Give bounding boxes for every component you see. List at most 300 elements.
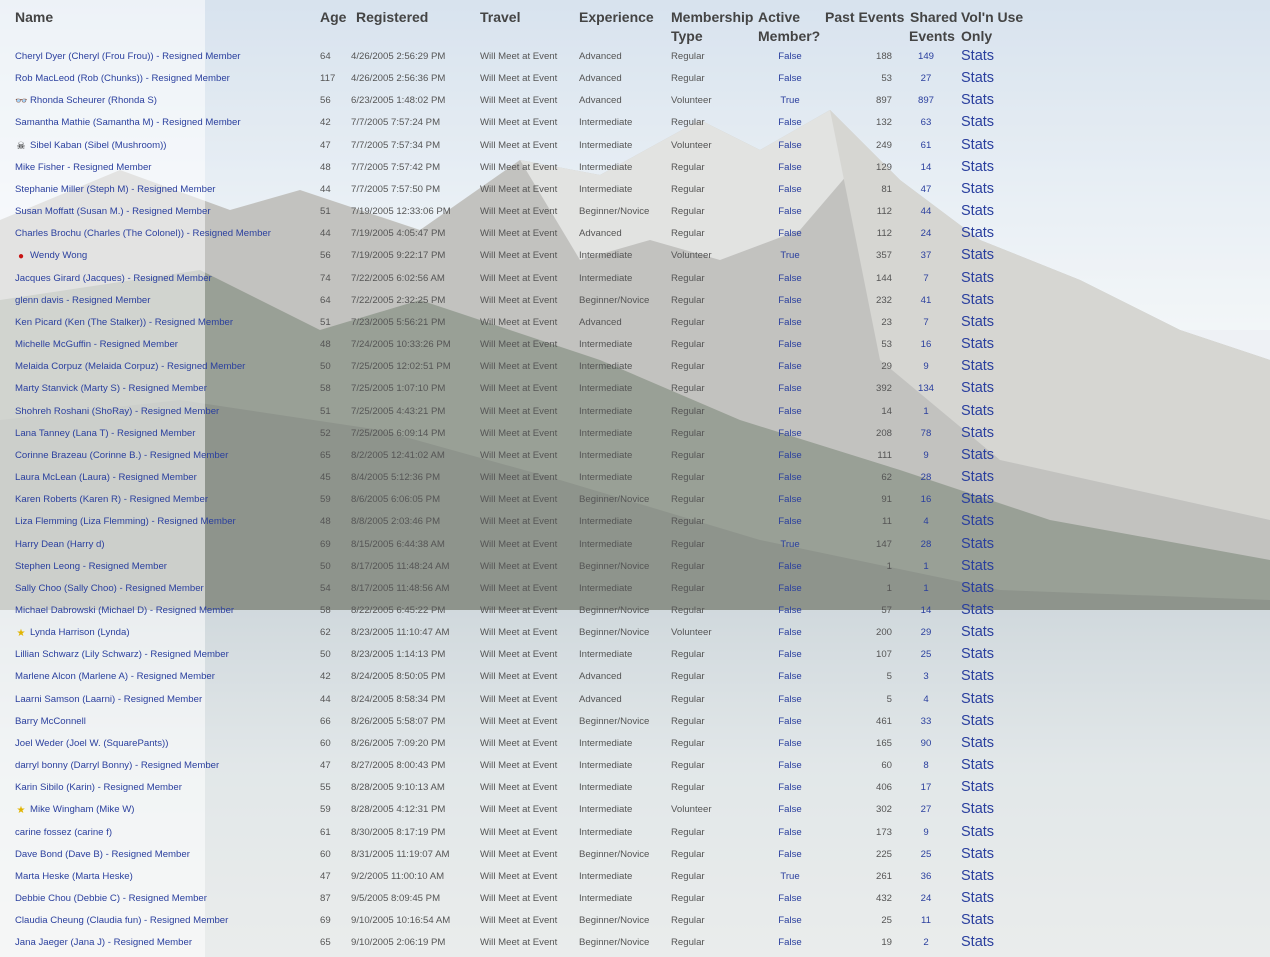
past-events-count: 29 <box>881 361 892 373</box>
member-name-link[interactable] <box>15 871 133 883</box>
travel-option: Will Meet at Event <box>480 339 558 351</box>
past-events-count: 144 <box>875 272 892 284</box>
member-name-link[interactable] <box>15 516 236 528</box>
member-name-link[interactable] <box>15 782 182 794</box>
active-member-link[interactable]: False <box>778 405 802 417</box>
shared-events-link[interactable]: 17 <box>920 782 932 794</box>
experience-level: Advanced <box>579 316 622 328</box>
active-member-link[interactable]: False <box>778 183 802 195</box>
experience-level: Beginner/Novice <box>579 206 650 218</box>
shared-events-link[interactable]: 14 <box>920 161 932 173</box>
member-name-link[interactable] <box>15 317 233 329</box>
member-name-link[interactable] <box>15 450 228 462</box>
shared-events-link[interactable]: 4 <box>923 516 929 528</box>
shared-events-link[interactable]: 78 <box>920 427 932 439</box>
shared-events-link[interactable]: 9 <box>923 449 929 461</box>
active-member-link[interactable]: False <box>778 339 802 351</box>
stats-link[interactable]: Stats <box>961 801 995 818</box>
travel-option: Will Meet at Event <box>480 183 558 195</box>
shared-events-link[interactable]: 90 <box>920 737 932 749</box>
active-member-link[interactable]: False <box>778 693 802 705</box>
member-name-link[interactable] <box>15 649 229 661</box>
stats-link[interactable]: Stats <box>961 823 995 840</box>
shared-events-link[interactable]: 16 <box>920 494 932 506</box>
past-events-count: 19 <box>881 937 892 949</box>
active-member-link[interactable]: False <box>778 826 802 838</box>
active-member-link[interactable]: False <box>778 494 802 506</box>
shared-events-link[interactable]: 149 <box>917 51 934 62</box>
member-name-text: Rhonda Scheurer (Rhonda S) <box>30 95 157 107</box>
header-past-events[interactable]: Past Events <box>825 9 905 25</box>
membership-type: Regular <box>671 893 705 905</box>
member-name-link[interactable] <box>15 671 215 683</box>
stats-link[interactable]: Stats <box>961 646 995 663</box>
shared-events-link[interactable]: 9 <box>923 826 929 838</box>
member-age: 74 <box>320 272 331 284</box>
registered-date: 7/19/2005 4:05:47 PM <box>351 228 446 240</box>
active-member-link[interactable]: False <box>778 427 802 439</box>
active-member-link[interactable]: False <box>778 627 802 639</box>
active-member-link[interactable]: False <box>778 782 802 794</box>
member-name-link[interactable] <box>15 738 168 750</box>
member-age: 60 <box>320 848 331 860</box>
member-name-link[interactable] <box>15 250 87 262</box>
member-name-link[interactable] <box>15 73 230 85</box>
header-shared[interactable]: Shared <box>910 9 958 25</box>
active-member-link[interactable]: False <box>778 472 802 484</box>
active-member-link[interactable]: False <box>778 605 802 616</box>
stats-link[interactable]: Stats <box>961 446 995 463</box>
stats-link[interactable]: Stats <box>961 668 995 685</box>
member-age: 59 <box>320 804 331 816</box>
travel-option: Will Meet at Event <box>480 73 558 85</box>
member-name-link[interactable] <box>15 383 207 395</box>
past-events-count: 461 <box>875 715 892 727</box>
active-member-link[interactable]: False <box>778 848 802 860</box>
table-row <box>0 423 1040 445</box>
registered-date: 9/5/2005 8:09:45 PM <box>351 893 441 905</box>
shared-events-link[interactable]: 47 <box>920 183 932 195</box>
registered-date: 9/10/2005 2:06:19 PM <box>351 937 446 949</box>
table-row <box>0 822 1040 844</box>
shared-events-link[interactable]: 28 <box>920 538 932 550</box>
member-age: 56 <box>320 95 331 107</box>
header-experience[interactable]: Experience <box>579 9 654 25</box>
membership-type: Volunteer <box>671 250 712 262</box>
stats-link[interactable]: Stats <box>961 180 995 197</box>
shared-events-link[interactable]: 37 <box>920 250 932 262</box>
registered-date: 4/26/2005 2:56:29 PM <box>351 51 446 62</box>
active-member-link[interactable]: True <box>780 538 800 550</box>
stats-link[interactable]: Stats <box>961 424 995 441</box>
active-member-link[interactable]: False <box>778 51 802 62</box>
active-member-link[interactable]: False <box>778 73 802 85</box>
table-row <box>0 112 1040 134</box>
stats-link[interactable]: Stats <box>961 557 995 574</box>
member-name-text: Sally Choo (Sally Choo) - Resigned Member <box>15 582 204 594</box>
travel-option: Will Meet at Event <box>480 161 558 173</box>
table-row <box>0 622 1040 644</box>
table-row <box>0 511 1040 533</box>
member-name-link[interactable] <box>15 760 219 772</box>
stats-link[interactable]: Stats <box>961 358 995 375</box>
stats-link[interactable]: Stats <box>961 624 995 641</box>
stats-link[interactable]: Stats <box>961 535 995 552</box>
membership-type: Regular <box>671 848 705 860</box>
shared-events-link[interactable]: 44 <box>920 206 932 218</box>
member-name-link[interactable] <box>15 893 207 905</box>
member-age: 47 <box>320 139 331 151</box>
shared-events-link[interactable]: 134 <box>917 383 934 395</box>
active-member-link[interactable]: False <box>778 893 802 905</box>
member-name-link[interactable] <box>15 361 245 373</box>
registered-date: 8/23/2005 11:10:47 AM <box>351 627 450 639</box>
experience-level: Advanced <box>579 95 622 107</box>
stats-link[interactable]: Stats <box>961 402 995 419</box>
active-member-link[interactable]: False <box>778 937 802 949</box>
active-member-link[interactable]: False <box>778 671 802 683</box>
member-name-link[interactable] <box>15 140 167 152</box>
member-name-link[interactable] <box>15 539 105 551</box>
header-voln[interactable]: Vol'n Use <box>961 9 1024 25</box>
member-name-link[interactable] <box>15 406 219 418</box>
member-name-link[interactable] <box>15 583 204 595</box>
member-name-link[interactable] <box>15 339 178 351</box>
shared-events-link[interactable]: 36 <box>920 870 932 882</box>
member-name-link[interactable] <box>15 716 86 728</box>
travel-option: Will Meet at Event <box>480 405 558 417</box>
registered-date: 7/7/2005 7:57:24 PM <box>351 117 441 129</box>
member-name-link[interactable] <box>15 295 150 307</box>
member-name-text: Karen Roberts (Karen R) - Resigned Member <box>15 494 209 506</box>
shared-events-link[interactable]: 33 <box>920 715 932 727</box>
member-name-link[interactable] <box>15 273 212 285</box>
active-member-link[interactable]: False <box>778 915 802 927</box>
shared-events-link[interactable]: 2 <box>923 937 929 949</box>
stats-link[interactable]: Stats <box>961 92 995 109</box>
travel-option: Will Meet at Event <box>480 804 558 816</box>
stats-link[interactable]: Stats <box>961 934 995 951</box>
header-shared-line2: Events <box>909 28 955 44</box>
membership-type: Regular <box>671 605 705 616</box>
membership-type: Regular <box>671 272 705 284</box>
shared-events-link[interactable]: 1 <box>923 560 929 572</box>
active-member-link[interactable]: True <box>780 250 800 262</box>
skull-icon: ☠ <box>16 140 26 152</box>
header-age[interactable]: Age <box>320 9 347 25</box>
member-age: 45 <box>320 472 331 484</box>
table-row <box>0 312 1040 334</box>
header-active[interactable]: Active <box>758 9 801 25</box>
shared-events-link[interactable]: 1 <box>923 405 929 417</box>
active-member-link[interactable]: False <box>778 206 802 218</box>
travel-option: Will Meet at Event <box>480 117 558 129</box>
member-age: 50 <box>320 560 331 572</box>
active-member-link[interactable]: False <box>778 737 802 749</box>
active-member-link[interactable]: False <box>778 117 802 129</box>
experience-level: Intermediate <box>579 139 633 151</box>
experience-level: Intermediate <box>579 361 633 373</box>
shared-events-link[interactable]: 41 <box>920 294 932 306</box>
past-events-count: 129 <box>875 161 892 173</box>
travel-option: Will Meet at Event <box>480 95 558 107</box>
shared-events-link[interactable]: 8 <box>923 760 929 772</box>
stats-link[interactable]: Stats <box>961 690 995 707</box>
active-member-link[interactable]: True <box>780 95 800 107</box>
travel-option: Will Meet at Event <box>480 294 558 306</box>
shared-events-link[interactable]: 11 <box>921 915 931 927</box>
past-events-count: 392 <box>875 383 892 395</box>
table-row <box>0 268 1040 290</box>
stats-link[interactable]: Stats <box>961 336 995 353</box>
membership-type: Regular <box>671 117 705 129</box>
active-member-link[interactable]: False <box>778 760 802 772</box>
table-row <box>0 844 1040 866</box>
stats-link[interactable]: Stats <box>961 269 995 286</box>
member-name-text: Michael Dabrowski (Michael D) - Resigned Member <box>15 605 235 616</box>
past-events-count: 57 <box>881 605 892 616</box>
experience-level: Intermediate <box>579 272 633 284</box>
registered-date: 8/26/2005 5:58:07 PM <box>351 715 446 727</box>
stats-link[interactable]: Stats <box>961 513 995 530</box>
member-name-link[interactable] <box>15 228 271 240</box>
shared-events-link[interactable]: 28 <box>920 472 932 484</box>
stats-link[interactable]: Stats <box>961 845 995 862</box>
active-member-link[interactable]: False <box>778 294 802 306</box>
shared-events-link[interactable]: 63 <box>920 117 932 129</box>
registered-date: 8/6/2005 6:06:05 PM <box>351 494 441 506</box>
stats-link[interactable]: Stats <box>961 70 995 87</box>
shared-events-link[interactable]: 16 <box>920 339 932 351</box>
stats-link[interactable]: Stats <box>961 313 995 330</box>
stats-link[interactable]: Stats <box>961 579 995 596</box>
member-age: 42 <box>320 671 331 683</box>
past-events-count: 1 <box>886 560 892 572</box>
member-name-link[interactable] <box>15 117 241 129</box>
table-row <box>0 689 1040 711</box>
experience-level: Intermediate <box>579 472 633 484</box>
active-member-link[interactable]: False <box>778 316 802 328</box>
active-member-link[interactable]: False <box>778 449 802 461</box>
past-events-count: 897 <box>875 95 892 107</box>
active-member-link[interactable]: False <box>778 715 802 727</box>
header-registered[interactable]: Registered <box>356 9 429 25</box>
member-name-link[interactable] <box>15 95 157 107</box>
shared-events-link[interactable]: 27 <box>920 73 932 85</box>
active-member-link[interactable]: False <box>778 516 802 528</box>
experience-level: Intermediate <box>579 117 633 129</box>
shared-events-link[interactable]: 7 <box>923 316 929 328</box>
membership-type: Volunteer <box>671 139 712 151</box>
stats-link[interactable]: Stats <box>961 779 995 796</box>
active-member-link[interactable]: False <box>778 361 802 373</box>
membership-type: Volunteer <box>671 804 712 816</box>
header-membership[interactable]: Membership <box>671 9 754 25</box>
header-name[interactable]: Name <box>15 9 54 25</box>
table-row <box>0 578 1040 600</box>
stats-link[interactable]: Stats <box>961 158 995 175</box>
shared-events-link[interactable]: 9 <box>923 361 929 373</box>
member-name-link[interactable] <box>15 937 192 949</box>
table-row <box>0 356 1040 378</box>
table-row <box>0 445 1040 467</box>
table-row <box>0 711 1040 733</box>
shared-events-link[interactable]: 25 <box>920 649 932 661</box>
past-events-count: 165 <box>875 737 892 749</box>
member-name-text: Stephen Leong - Resigned Member <box>15 560 167 572</box>
member-name-text: Michelle McGuffin - Resigned Member <box>15 339 178 351</box>
table-row <box>0 755 1040 777</box>
member-name-text: Rob MacLeod (Rob (Chunks)) - Resigned Member <box>15 73 230 85</box>
member-name-link[interactable] <box>15 494 208 506</box>
member-name-link[interactable] <box>15 804 134 816</box>
table-row <box>0 910 1040 932</box>
member-name-text: Lynda Harrison (Lynda) <box>30 627 130 639</box>
membership-type: Regular <box>671 782 705 794</box>
past-events-count: 261 <box>875 870 892 882</box>
shared-events-link[interactable]: 25 <box>920 848 932 860</box>
past-events-count: 91 <box>881 494 892 506</box>
stats-link[interactable]: Stats <box>961 890 995 907</box>
member-age: 66 <box>320 715 331 727</box>
experience-level: Intermediate <box>579 250 633 262</box>
membership-type: Regular <box>671 715 705 727</box>
stats-link[interactable]: Stats <box>961 380 995 397</box>
member-name-text: Mike Wingham (Mike W) <box>30 804 135 816</box>
member-name-text: Claudia Cheung (Claudia fun) - Resigned Member <box>15 915 229 927</box>
experience-level: Intermediate <box>579 161 633 173</box>
travel-option: Will Meet at Event <box>480 915 558 927</box>
stats-link[interactable]: Stats <box>961 469 995 486</box>
membership-type: Regular <box>671 339 705 351</box>
active-member-link[interactable]: False <box>778 804 802 816</box>
membership-type: Volunteer <box>671 627 712 639</box>
shared-events-link[interactable]: 897 <box>917 95 934 107</box>
member-name-link[interactable] <box>15 827 112 839</box>
active-member-link[interactable]: False <box>778 582 802 594</box>
member-age: 48 <box>320 516 331 528</box>
header-travel[interactable]: Travel <box>480 9 521 25</box>
member-age: 58 <box>320 605 331 616</box>
member-name-link[interactable] <box>15 51 241 63</box>
active-member-link[interactable]: False <box>778 228 802 240</box>
member-age: 50 <box>320 361 331 373</box>
table-row <box>0 534 1040 556</box>
binoculars-icon: 👓 <box>15 96 28 108</box>
stats-link[interactable]: Stats <box>961 867 995 884</box>
stats-link[interactable]: Stats <box>961 247 995 264</box>
member-name-link[interactable] <box>15 915 228 927</box>
experience-level: Advanced <box>579 73 622 85</box>
registered-date: 8/24/2005 8:50:05 PM <box>351 671 446 683</box>
stats-link[interactable]: Stats <box>961 136 995 153</box>
table-row <box>0 90 1040 112</box>
member-name-link[interactable] <box>15 184 216 196</box>
member-name-text: Ken Picard (Ken (The Stalker)) - Resigned Member <box>15 316 234 328</box>
active-member-link[interactable]: False <box>778 139 802 151</box>
past-events-count: 249 <box>875 139 892 151</box>
travel-option: Will Meet at Event <box>480 693 558 705</box>
member-name-link[interactable] <box>15 428 195 440</box>
stats-link[interactable]: Stats <box>961 734 995 751</box>
member-age: 64 <box>320 51 331 62</box>
stats-link[interactable]: Stats <box>961 48 995 64</box>
past-events-count: 112 <box>876 228 892 240</box>
active-member-link[interactable]: True <box>780 870 800 882</box>
membership-type: Regular <box>671 427 705 439</box>
active-member-link[interactable]: False <box>778 161 802 173</box>
shared-events-link[interactable]: 61 <box>920 139 932 151</box>
member-name-link[interactable] <box>15 561 167 573</box>
member-name-link[interactable] <box>15 849 190 861</box>
member-name-link[interactable] <box>15 206 211 218</box>
table-row <box>0 556 1040 578</box>
member-age: 56 <box>320 250 331 262</box>
member-name-text: Melaida Corpuz (Melaida Corpuz) - Resigned Member <box>15 361 246 373</box>
travel-option: Will Meet at Event <box>480 206 558 218</box>
shared-events-link[interactable]: 24 <box>920 893 932 905</box>
travel-option: Will Meet at Event <box>480 760 558 772</box>
stats-link[interactable]: Stats <box>961 491 995 508</box>
stats-link[interactable]: Stats <box>961 602 995 618</box>
shared-events-link[interactable]: 7 <box>923 272 929 284</box>
member-age: 58 <box>320 383 331 395</box>
member-name-link[interactable] <box>15 694 202 706</box>
member-name-text: Charles Brochu (Charles (The Colonel)) - Resigned Member <box>15 228 271 240</box>
stats-link[interactable]: Stats <box>961 114 995 131</box>
registered-date: 7/19/2005 12:33:06 PM <box>351 206 451 218</box>
stats-link[interactable]: Stats <box>961 912 995 929</box>
member-age: 64 <box>320 294 331 306</box>
travel-option: Will Meet at Event <box>480 361 558 373</box>
past-events-count: 188 <box>875 51 892 62</box>
past-events-count: 5 <box>886 671 892 683</box>
registered-date: 8/28/2005 9:10:13 AM <box>351 782 445 794</box>
active-member-link[interactable]: False <box>778 272 802 284</box>
member-name-link[interactable] <box>15 605 234 617</box>
stats-link[interactable]: Stats <box>961 203 995 220</box>
member-name-link[interactable] <box>15 162 152 174</box>
shared-events-link[interactable]: 24 <box>920 228 932 240</box>
active-member-link[interactable]: False <box>778 649 802 661</box>
member-age: 51 <box>320 206 331 218</box>
stats-link[interactable]: Stats <box>961 712 995 729</box>
member-name-link[interactable] <box>15 472 197 484</box>
membership-type: Regular <box>671 870 705 882</box>
member-name-link[interactable] <box>15 627 130 639</box>
stats-link[interactable]: Stats <box>961 757 995 774</box>
shared-events-link[interactable]: 14 <box>920 605 932 616</box>
shared-events-link[interactable]: 27 <box>920 804 932 816</box>
shared-events-link[interactable]: 29 <box>920 627 932 639</box>
past-events-count: 406 <box>875 782 892 794</box>
active-member-link[interactable]: False <box>778 383 802 395</box>
shared-events-link[interactable]: 4 <box>923 693 929 705</box>
experience-level: Intermediate <box>579 760 633 772</box>
stats-link[interactable]: Stats <box>961 225 995 242</box>
member-name-text: Joel Weder (Joel W. (SquarePants)) <box>15 737 169 749</box>
member-name-text: Harry Dean (Harry d) <box>15 538 105 550</box>
shared-events-link[interactable]: 3 <box>923 671 929 683</box>
shared-events-link[interactable]: 1 <box>923 582 929 594</box>
past-events-count: 132 <box>875 117 892 129</box>
registered-date: 9/2/2005 11:00:10 AM <box>351 870 445 882</box>
star-icon: ★ <box>16 805 26 817</box>
active-member-link[interactable]: False <box>778 560 802 572</box>
registered-date: 8/30/2005 8:17:19 PM <box>351 826 446 838</box>
stats-link[interactable]: Stats <box>961 291 995 308</box>
membership-type: Regular <box>671 206 705 218</box>
